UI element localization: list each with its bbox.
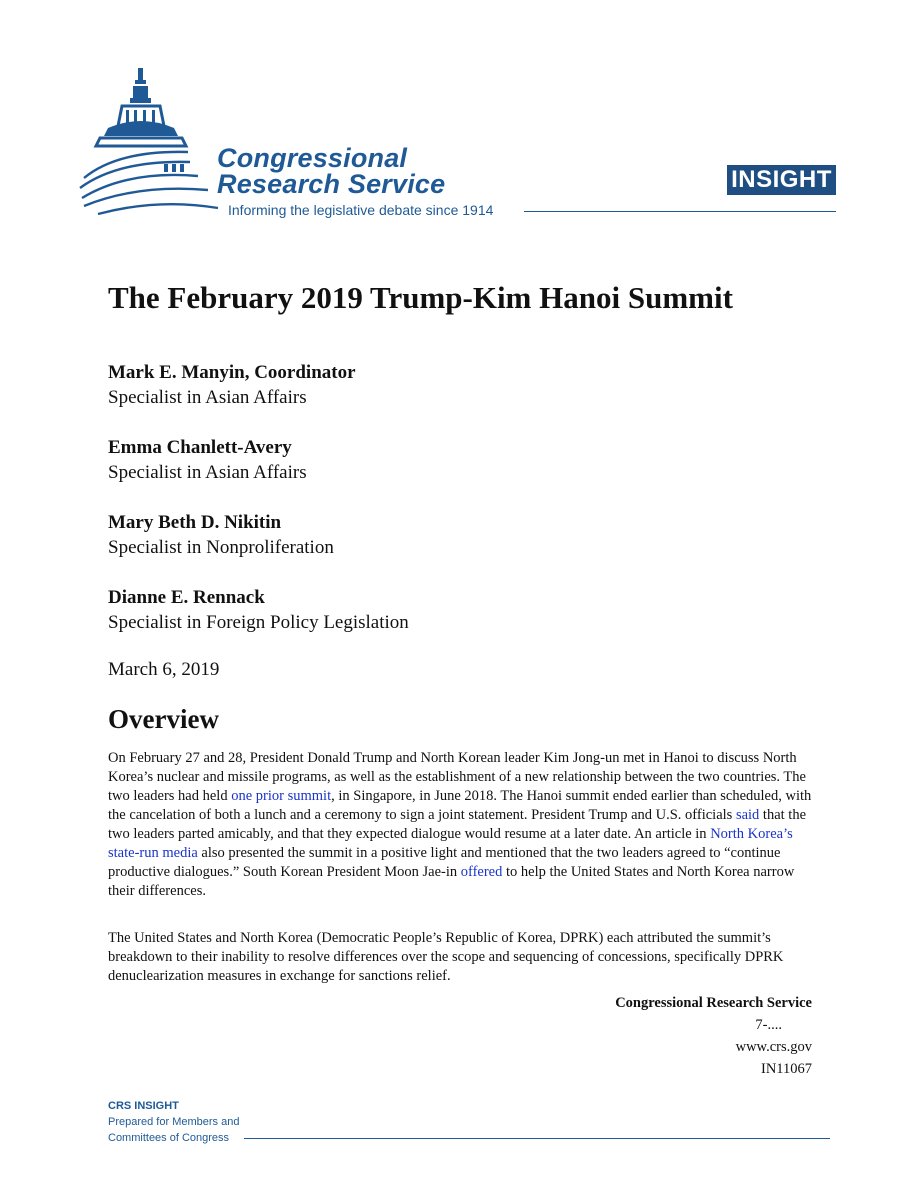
author-role: Specialist in Nonproliferation [108,537,334,558]
text-run: to help the United States and North Korea narrow their differences. [108,864,795,899]
one-prior-summit-link[interactable]: one prior summit [231,788,332,804]
author-block [108,435,307,486]
text-run: On February 27 and 28, President Donald Trump and North Korean leader Kim Jong-un met in Hanoi to discuss North Korea’s nuclear and missile programs, as well as the establishment of a new relationship between the two countries. The two leaders had held [108,750,806,804]
text-run: that the two leaders parted amicably, and that they expected dialogue would resume at a later date. An article in [108,807,807,842]
text-run: , in Singapore, in June 2018. The Hanoi summit ended earlier than scheduled, with the cancelation of both a lunch and a ceremony to sign a joint statement. President Trump and U.S. officials [108,788,812,823]
tagline: Informing the legislative debate since 1914 [228,202,494,218]
bottom-label-title: CRS INSIGHT [108,1100,179,1112]
text-run: also presented the summit in a positive light and mentioned that the two leaders agreed to “continue productive dialogues.” South Korean President Moon Jae-in [108,845,781,880]
org-name-line2: Research Service [217,169,446,199]
bottom-label-line1: Prepared for Members and [108,1116,240,1128]
footer-org: Congressional Research Service [615,995,812,1011]
publication-date: March 6, 2019 [108,659,220,680]
author-block [108,360,356,411]
page-title: The February 2019 Trump-Kim Hanoi Summit [108,280,733,315]
capitol-dome-icon [78,66,238,216]
author-name: Mark E. Manyin, Coordinator [108,362,356,383]
overview-paragraph: The United States and North Korea (Democratic People’s Republic of Korea, DPRK) each attributed the summit’s breakdown to their inability to resolve differences over the scope and sequencing of concessions, specifically DPRK denuclearization measures in exchange for sanctions relief. [108,930,784,984]
said-link[interactable]: said [735,807,760,823]
author-name: Dianne E. Rennack [108,587,265,608]
org-name-line1: Congressional [217,143,408,173]
footer-divider [244,1138,830,1139]
overview-heading: Overview [108,704,219,734]
author-role: Specialist in Foreign Policy Legislation [108,612,409,633]
footer-code: 7-.... [755,1017,782,1033]
bottom-label-line2: Committees of Congress [108,1132,230,1144]
insight-badge: INSIGHT [727,165,836,195]
overview-paragraph [108,749,818,901]
offered-link[interactable]: offered [460,864,503,880]
footer-website: www.crs.gov [735,1039,812,1055]
bottom-label [108,1098,239,1146]
author-name: Emma Chanlett-Avery [108,437,292,458]
footer-info [615,992,812,1080]
author-block [108,510,334,561]
footer-report-id: IN11067 [760,1061,812,1077]
author-role: Specialist in Asian Affairs [108,387,307,408]
author-name: Mary Beth D. Nikitin [108,512,282,533]
author-block [108,585,409,636]
header-divider [524,211,836,212]
author-role: Specialist in Asian Affairs [108,462,307,483]
org-name [217,145,445,197]
state-run-media-link[interactable]: North Korea’s state-run media [108,826,793,861]
